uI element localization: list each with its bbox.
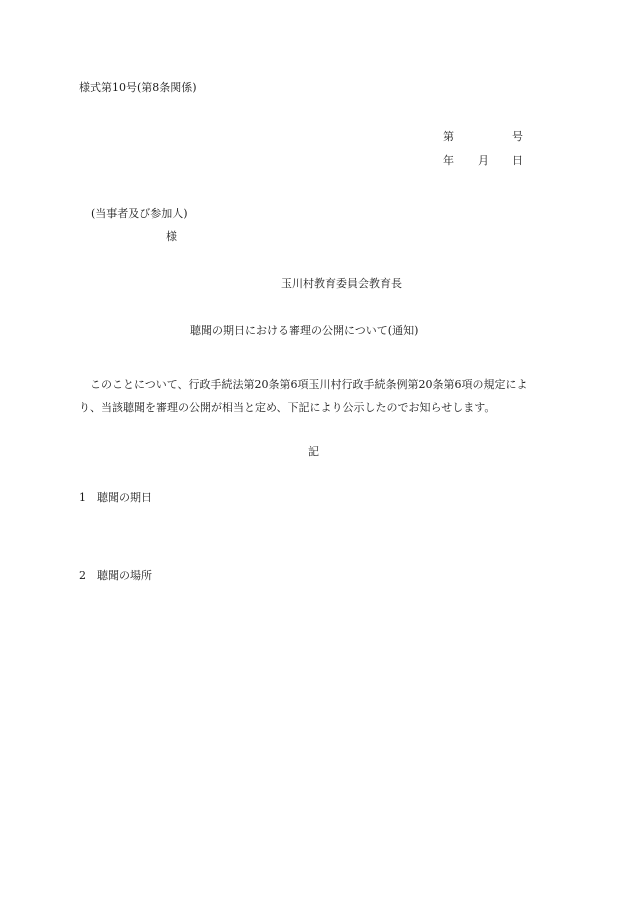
item-number: 1 — [79, 491, 86, 504]
document-title: 聴聞の期日における審理の公開について(通知) — [190, 324, 419, 337]
date-day-label: 日 — [512, 154, 523, 167]
sender: 玉川村教育委員会教育長 — [281, 277, 402, 290]
item-label: 聴聞の場所 — [97, 569, 152, 582]
item-number: 2 — [79, 569, 86, 582]
list-item — [79, 570, 152, 581]
document-number-prefix: 第 — [443, 130, 454, 143]
body-paragraph: このことについて、行政手続法第20条第6項玉川村行政手続条例第20条第6項の規定により、当該聴聞を審理の公開が相当と定め、下記により公示したのでお知らせします。 — [79, 378, 528, 414]
date-year-label: 年 — [443, 154, 454, 167]
ki-heading: 記 — [308, 445, 319, 458]
item-label: 聴聞の期日 — [97, 491, 152, 504]
form-number: 様式第10号(第8条関係) — [79, 81, 197, 94]
recipient: (当事者及び参加人) — [91, 207, 188, 220]
date-month-label: 月 — [478, 154, 489, 167]
recipient-honorific: 様 — [166, 230, 177, 243]
document-number-suffix: 号 — [512, 130, 523, 143]
list-item — [79, 492, 152, 503]
